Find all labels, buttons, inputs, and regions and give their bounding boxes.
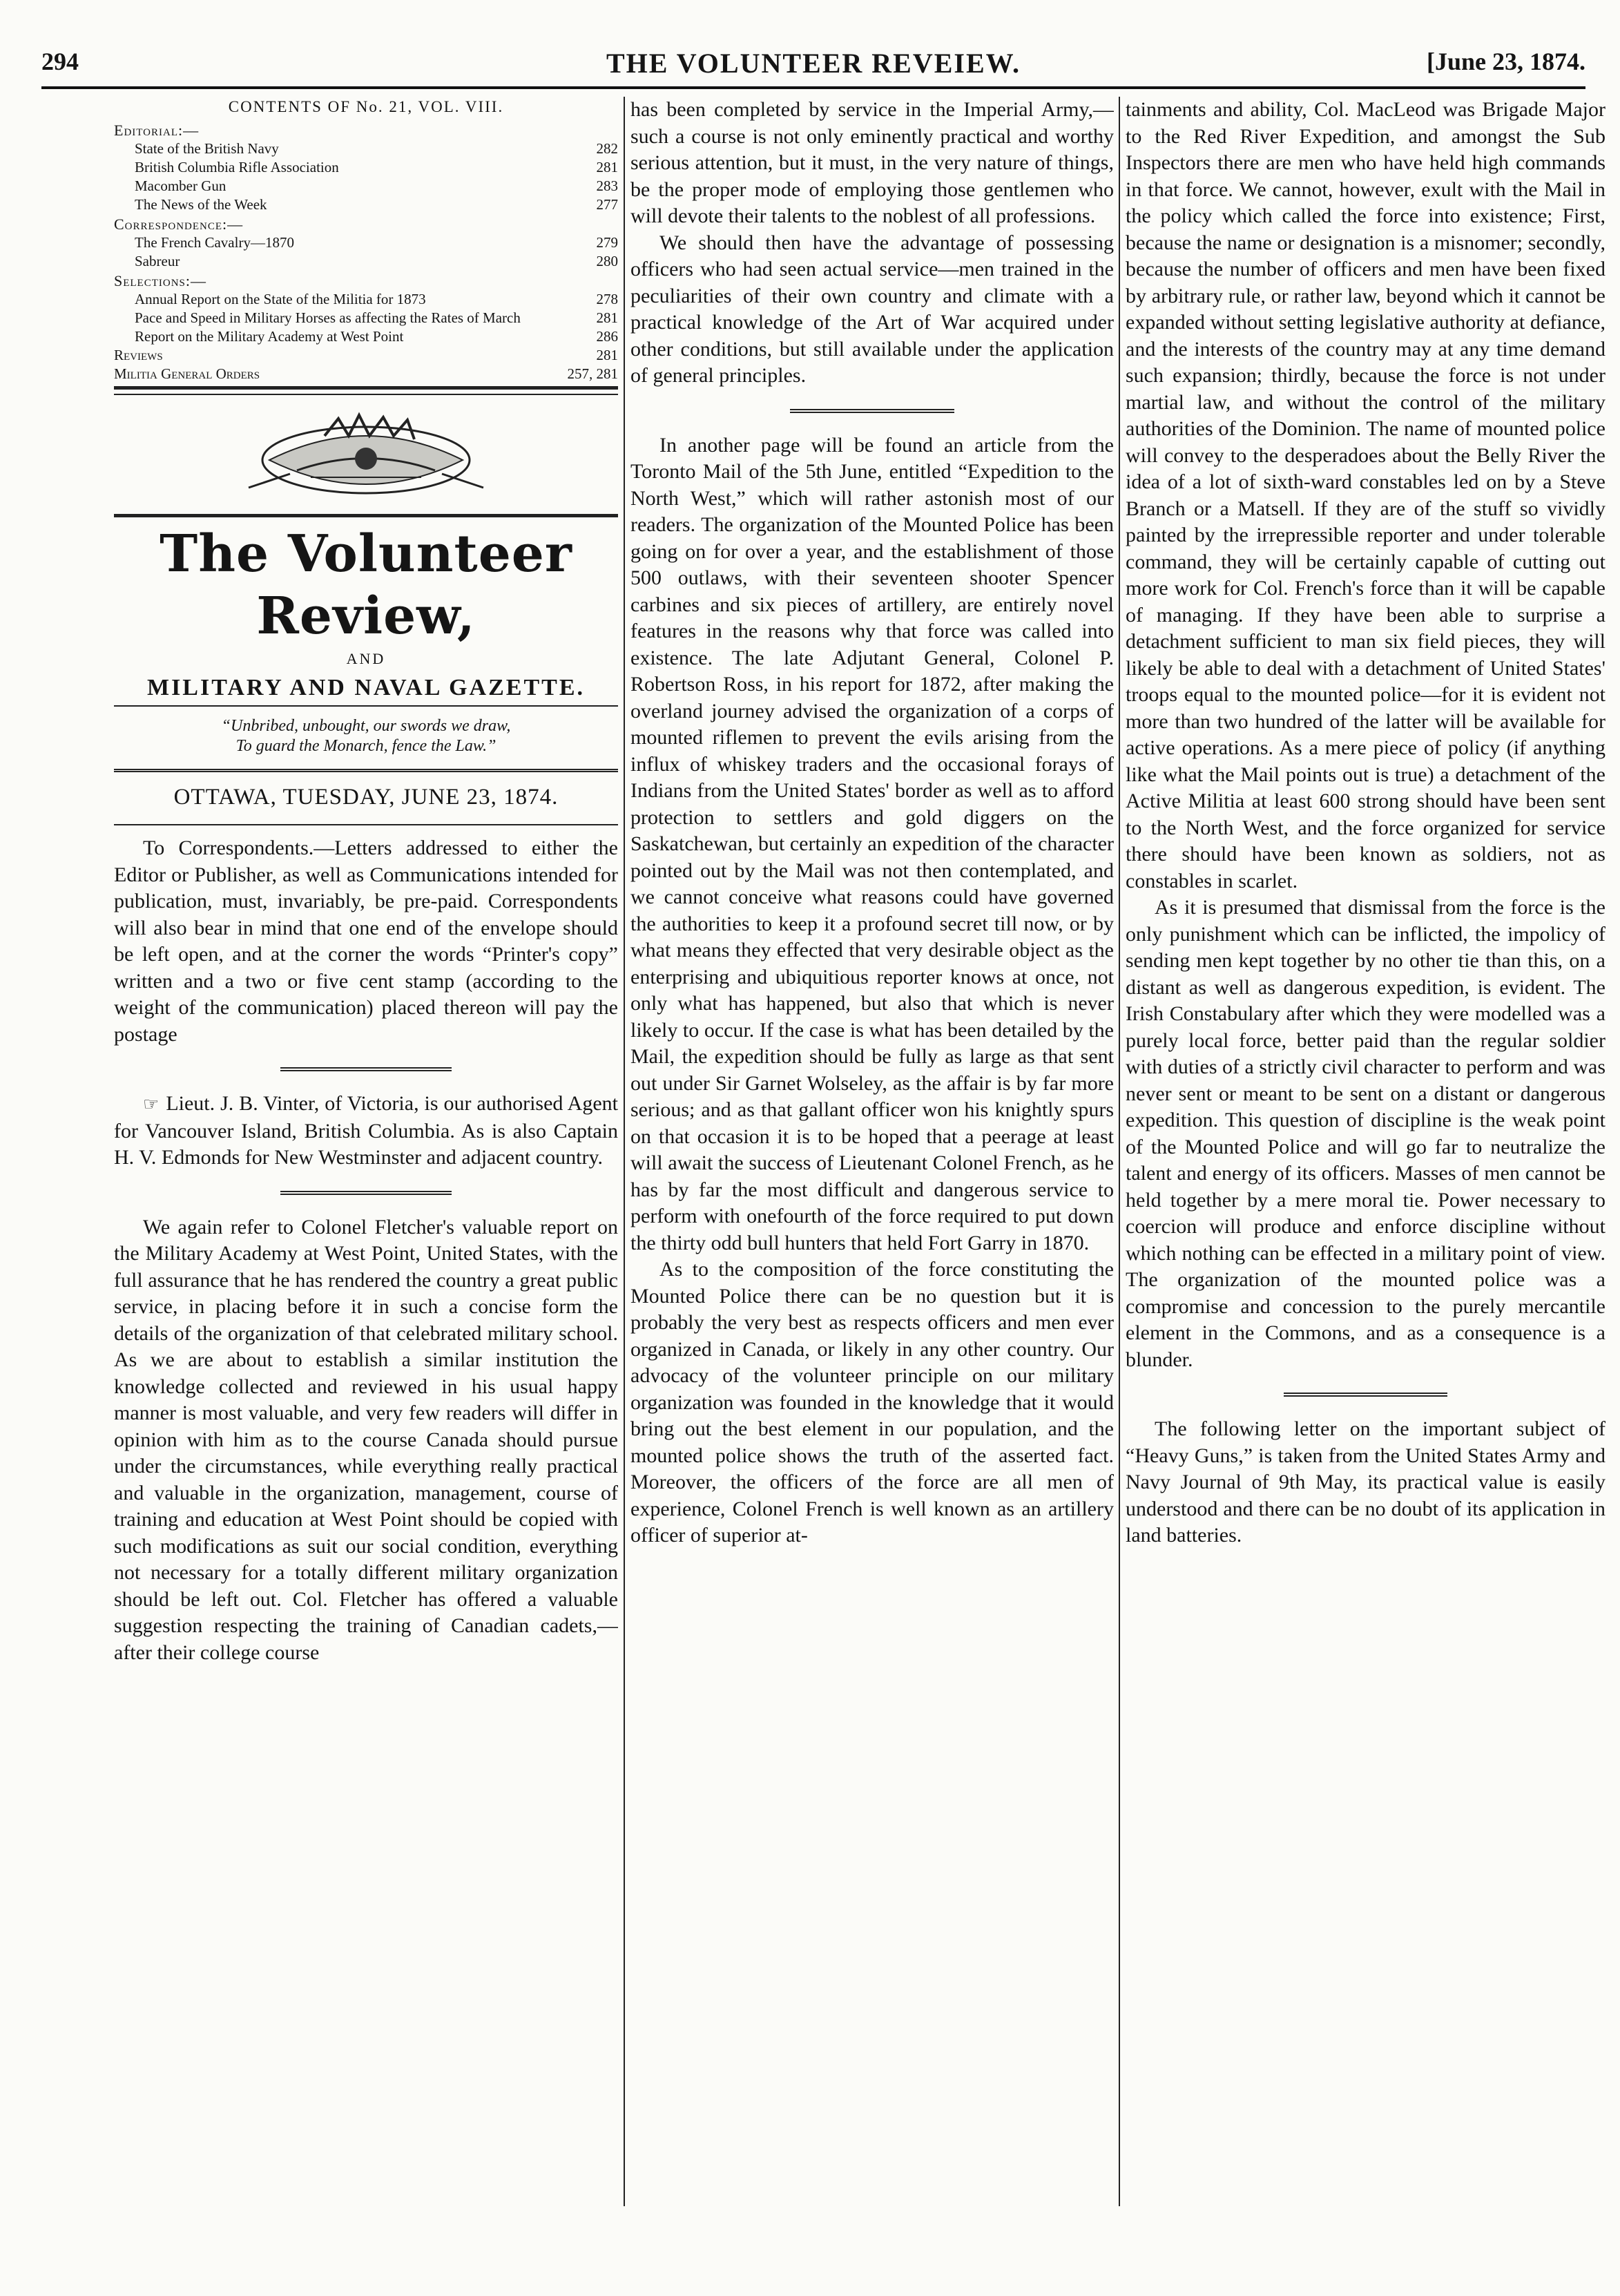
masthead-motto: “Unbribed, unbought, our swords we draw, To guard the Monarch, fence the Law.” <box>221 717 511 755</box>
contents-item: Annual Report on the State of the Militia for 1873 278 <box>135 291 618 307</box>
article-paragraph: The following letter on the important subject of “Heavy Guns,” is taken from the United States Army and Navy Journal of 9th May, its practical value is easily understood and there can be no doubt of its application in land batteries. <box>1126 1417 1605 1547</box>
contents-heading: CONTENTS OF No. 21, VOL. VIII. <box>228 98 504 115</box>
section-rule <box>1284 1393 1447 1397</box>
contents-box <box>114 98 618 383</box>
article-paragraph: We again refer to Colonel Fletcher's valuable report on the Military Academy at West Point, United States, with the full assurance that he has rendered the country a great public service, in placing before it in such a concise form the details of the organization of that celebrated military school. As we are about to establish a similar institution the knowledge collected and reviewed in his usual happy manner is most valuable, and very few readers will differ in opinion with him as to the course Canada should pursue under the circumstances, while everything really practical and valuable in the organization, management, course of training and education at West Point should be copied with such modifications as suit our social condition, everything not necessary for a totally different military organization should be left out. Col. Fletcher has offered a valuable suggestion respecting the training of Canadian cadets,—after their college course <box>114 1215 618 1664</box>
contents-item: The News of the Week 277 <box>135 196 618 213</box>
column-rule <box>1119 97 1120 2206</box>
article-paragraph: has been completed by service in the Imperial Army,—such a course is not only eminently practical and worthy serious attention, but it must, in the very nature of things, be the proper mode of employing those gentlemen who will devote their talents to the noblest of all professions. <box>630 98 1114 227</box>
section-rule <box>114 394 618 395</box>
contents-item: Reviews 281 <box>114 347 618 363</box>
masthead-subtitle: MILITARY AND NAVAL GAZETTE. <box>146 675 585 700</box>
contents-section-title: Editorial:— <box>114 122 200 139</box>
article-paragraph: We should then have the advantage of possessing officers who had seen actual service—men trained in the peculiarities of their own country and climate with a practical knowledge of the Art of War acquired under other conditions, but still available under the application of general principles. <box>630 231 1114 387</box>
masthead-title: The Volunteer Review, <box>160 524 572 646</box>
pointing-hand-icon: ☞ <box>143 1094 160 1114</box>
contents-item: Militia General Orders 257, 281 <box>114 365 618 382</box>
page-number: 294 <box>41 48 79 75</box>
section-rule <box>114 514 618 517</box>
column-3 <box>1126 97 1605 2206</box>
section-rule <box>790 409 954 413</box>
column-rule <box>624 97 625 2206</box>
contents-item: British Columbia Rifle Association 281 <box>135 159 618 175</box>
section-rule <box>114 705 618 707</box>
section-rule <box>280 1067 452 1071</box>
crest-emblem-image <box>221 405 511 508</box>
article-paragraph: As to the composition of the force constituting the Mounted Police there can be no question but it is probably the very best as respects officers and men ever organized in Canada, or likely in any other country. Our advocacy of the volunteer principle on our military organization was founded in the knowledge that it would bring out the best element in our population, and the mounted police shows the truth of the asserted fact. Moreover, the officers of the force are all men of experience, Colonel French is well known as an artillery officer of superior at- <box>630 1258 1114 1547</box>
running-title: THE VOLUNTEER REVEIEW. <box>606 48 1021 79</box>
header-rule <box>41 86 1585 89</box>
contents-item: Pace and Speed in Military Horses as affecting the Rates of March 281 <box>135 309 618 326</box>
contents-item: State of the British Navy 282 <box>135 140 618 157</box>
contents-section-title: Correspondence:— <box>114 216 244 233</box>
page-header <box>41 47 1585 83</box>
notice-to-correspondents: To Correspondents.—Letters addressed to either the Editor or Publisher, as well as Communications intended for publication, must, invariably, be pre-paid. Correspondents will also bear in mind that one end of the envelope should be left open, and at the corner the words “Printer's copy” written and a two or five cent stamp (according to the weight of the communication) placed thereon will pay the postage <box>114 836 618 1046</box>
column-1 <box>114 97 618 2206</box>
section-rule <box>280 1191 452 1195</box>
section-rule <box>114 769 618 772</box>
article-paragraph: In another page will be found an article from the Toronto Mail of the 5th June, entitled “Expedition to the North West,” which will rather astonish most of our readers. The organization of the Mounted Police has been going on for over a year, and the establishment of those 500 outlaws, with their seventeen shooter Spencer carbines and six pieces of artillery, are entirely novel features in the reasons why that force was called into existence. The late Adjutant General, Colonel P. Robertson Ross, in his report for 1872, after making the overland journey advised the organization of a corps of mounted riflemen to prevent the evils arising from the influx of whiskey traders and the occasional forays of Indians from the United States' border as well as to afford protection to settlers and gold diggers on the Saskatchewan, but certainly an expedition of the character pointed out by the Mail was not then contemplated, and we cannot conceive what reasons could have governed the authorities to keep it a profound secret till now, or by what means they effected that very desirable object as the enterprising and ubiquitious reporter knows at once, not only what has happened, but also that which is never likely to occur. If the case is what has been detailed by the Mail, the expedition should be fully as large as that sent out under Sir Garnet Wolseley, as the affair is by far more serious; and as that gallant officer won his knightly spurs on that occasion it is to be hoped that a peerage at least will await the success of Lieutenant Colonel French, as he has by far the most difficult and dangerous service to perform with onefourth of the force required to put down the thirty odd bull hunters that held Fort Garry in 1870. <box>630 433 1114 1254</box>
section-rule <box>114 386 618 390</box>
article-paragraph: tainments and ability, Col. MacLeod was Brigade Major to the Red River Expedition, and amongst the Sub Inspectors there are men who have held high commands in that force. We cannot, however, exult with the Mail in the policy which called the force into existence; First, because the name or designation is a misnomer; secondly, because the number of officers and men have been fixed by arbitrary rule, or rather law, beyond which it cannot be expanded without setting legislative authority at defiance, and the interests of the country may at any time demand such expansion; thirdly, because the force is not under martial law, and without the control of the military authorities of the Dominion. The name of mounted police will convey to the desperadoes about the Belly River the idea of a lot of sixth-ward constables led on by a Steve Branch or a Matsell. If they are of the stuff so vividly painted by the irrepressible reporter and under tolerable command, they will be certainly capable of cutting out more work for Col. French's force than it will be capable of managing. If they have been able to surprise a detachment sufficient to man six field pieces, they will likely be able to deal with a detachment of United States' troops equal to the mounted police—for it is evident not more than two hundred of the latter will be available for active operations. As a mere piece of policy (if anything like what the Mail points out is true) a detachment of the Active Militia at least 600 strong should have been sent to the North West, and the force organized for service there should have been known as soldiers, not as constables in scarlet. <box>1126 98 1605 892</box>
contents-item: Macomber Gun 283 <box>135 178 618 194</box>
issue-date: [June 23, 1874. <box>1426 48 1585 75</box>
dateline: OTTAWA, TUESDAY, JUNE 23, 1874. <box>173 785 559 810</box>
masthead-and: AND <box>346 650 386 667</box>
contents-item: The French Cavalry—1870 279 <box>135 234 618 251</box>
agent-notice: ☞ Lieut. J. B. Vinter, of Victoria, is our authorised Agent for Vancouver Island, British Columbia. As is also Captain H. V. Edmonds for New Westminster and adjacent country. <box>114 1092 618 1169</box>
column-2 <box>630 97 1114 2206</box>
contents-section-title: Selections:— <box>114 272 207 289</box>
article-paragraph: As it is presumed that dismissal from the force is the only punishment which can be inflicted, the impolicy of sending men kept together by no other tie than this, on a distant as well as dangerous expedition, is evident. The Irish Constabulary after which they were modelled was a purely local force, better paid than the regular soldier with duties of a strictly civil character to perform and was never sent or meant to be sent on a distant or dangerous expedition. This question of discipline is the weak point of the Mounted Police and will go far to neutralize the talent and energy of its officers. Masses of men cannot be held together by a mere moral tie. Power necessary to coercion will produce and enforce discipline without which nothing can be effected in a military point of view. The organization of the mounted police was a compromise and concession to the purely mercantile element in the Commons, and as a consequence is a blunder. <box>1126 896 1605 1371</box>
contents-item: Sabreur 280 <box>135 253 618 269</box>
section-rule <box>114 824 618 825</box>
contents-item: Report on the Military Academy at West Point 286 <box>135 328 618 345</box>
